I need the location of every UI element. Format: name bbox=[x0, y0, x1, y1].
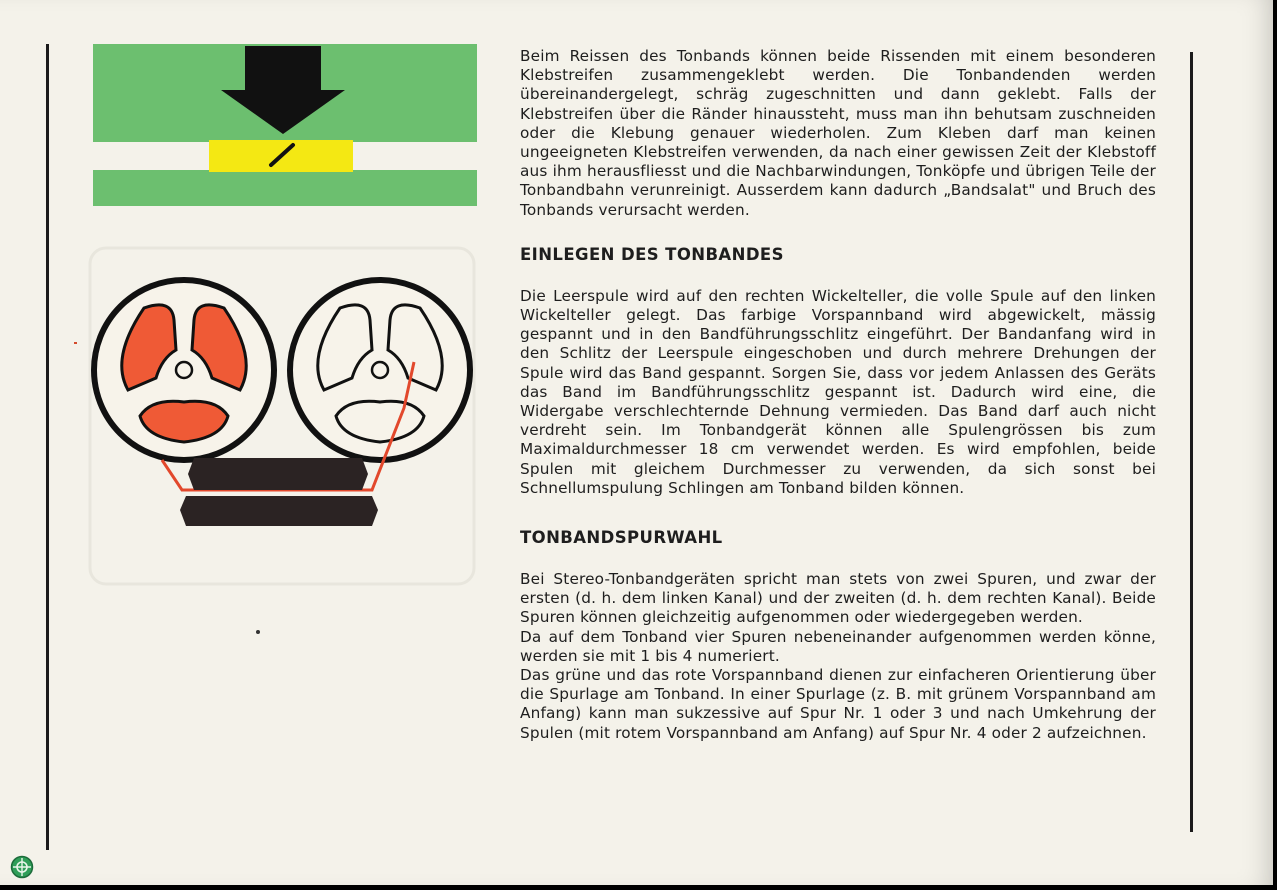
publisher-logo-icon bbox=[10, 855, 34, 879]
heading-einlegen: EINLEGEN DES TONBANDES bbox=[520, 244, 784, 264]
right-margin-rule bbox=[1190, 52, 1193, 832]
right-reel-empty bbox=[290, 280, 470, 460]
left-margin-rule bbox=[46, 44, 49, 850]
stray-ink-mark bbox=[74, 342, 77, 344]
reel-threading-icon bbox=[82, 238, 482, 588]
spurwahl-paragraph-2: Da auf dem Tonband vier Spuren nebeneinander aufgenommen werden könne, werden sie mit 1 bis 4 numeriert. bbox=[520, 627, 1156, 665]
left-reel-full bbox=[94, 280, 274, 460]
einlegen-paragraph: Die Leerspule wird auf den rechten Wickelteller, die volle Spule auf den linken Wickelteller gelegt. Das farbige Vorspannband wird abgewickelt, mässig gespannt und in den Bandführungsschlitz eingeführt. Der Bandanfang wird in den Schlitz der Leerspule eingeschoben und durch mehrere Drehungen der Spule wird das Band gespannt. Sorgen Sie, dass vor jedem Anlassen des Geräts das Band im Bandführungsschlitz gespannt ist. Dadurch wird eine, die Widergabe verschlechternde Dehnung vermieden. Das Band darf auch nicht verdreht sein. Im Tonbandgerät können alle Spulengrössen bis zum Maximaldurchmesser 18 cm verwendet werden. Es wird empfohlen, beide Spulen mit gleichem Durchmesser zu verwenden, da sich sonst bei Schnellumspulung Schlingen am Tonband bilden können. bbox=[520, 286, 1156, 497]
splice-diagram-icon bbox=[93, 44, 477, 208]
tape-head-lower bbox=[180, 496, 378, 526]
splice-paragraph: Beim Reissen des Tonbands können beide Rissenden mit einem besonderen Klebstreifen zusammengeklebt werden. Die Tonbandenden werden übereinandergelegt, schräg zugeschnitten und dann geklebt. Falls der Klebstreifen über die Ränder hinaussteht, muss man ihn behutsam zuschneiden oder die Klebung genauer wiederholen. Zum Kleben darf man keinen ungeeigneten Klebstreifen verwenden, da nach einer gewissen Zeit der Klebstoff aus ihm herausfliesst und die Nachbarwindungen, Tonköpfe und übrigen Teile der Tonbandbahn verunreinigt. Ausserdem kann dadurch „Bandsalat" und Bruch des Tonbands verursacht werden. bbox=[520, 47, 1156, 219]
text-column bbox=[520, 47, 1156, 743]
tape-lower-band bbox=[93, 170, 477, 206]
spurwahl-paragraph-3: Das grüne und das rote Vorspannband dienen zur einfacheren Orientierung über die Spurlage am Tonband. In einer Spurlage (z. B. mit grünem Vorspannband am Anfang) kann man sukzessive auf Spur Nr. 1 oder 3 und nach Umkehrung der Spulen (mit rotem Vorspannband am Anfang) auf Spur Nr. 4 oder 2 aufzeichnen. bbox=[520, 666, 1156, 742]
heading-spurwahl: TONBANDSPURWAHL bbox=[520, 528, 723, 548]
stray-dot bbox=[256, 630, 260, 634]
spurwahl-paragraph-1: Bei Stereo-Tonbandgeräten spricht man stets von zwei Spuren, und zwar der ersten (d. h. dem linken Kanal) und der zweiten (d. h. dem rechten Kanal). Beide Spuren können gleichzeitig aufgenommen oder wiedergegeben werden. bbox=[520, 570, 1156, 627]
tape-head-upper bbox=[188, 458, 368, 490]
